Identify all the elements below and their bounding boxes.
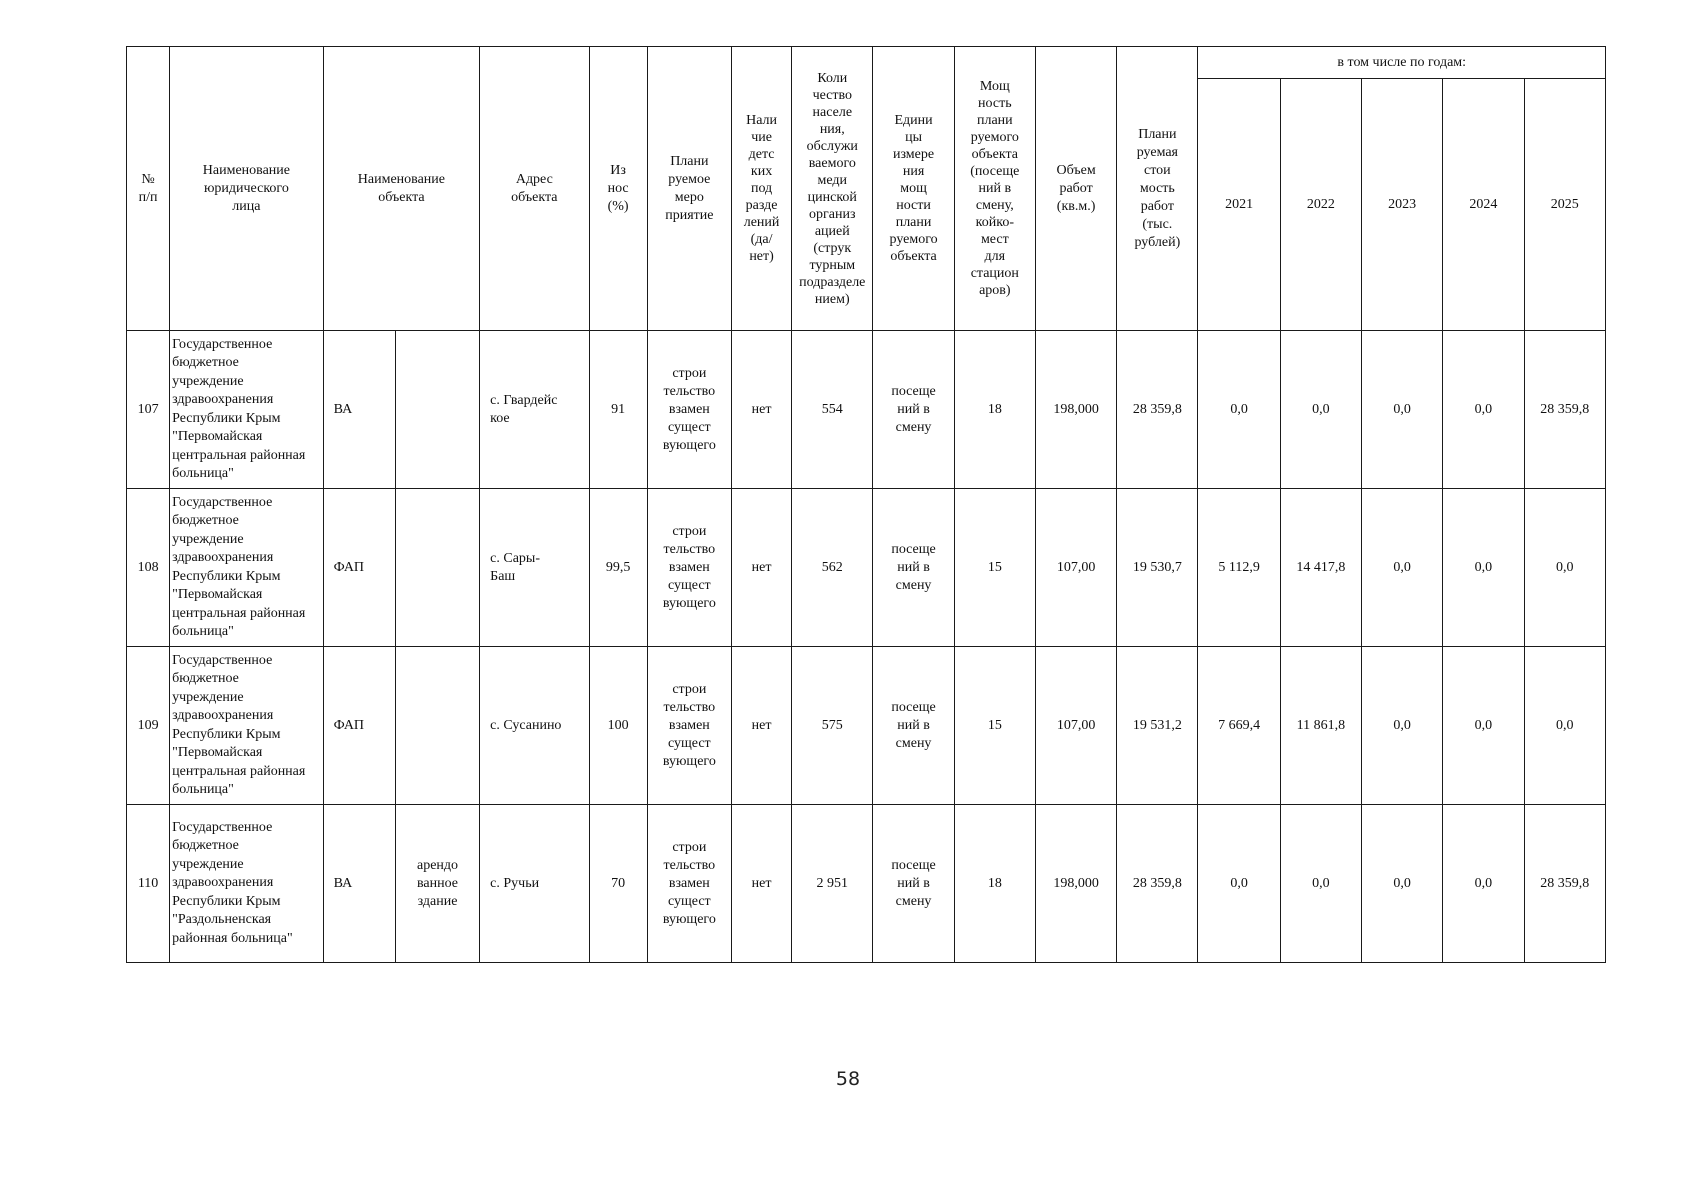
- header-units: Едини цы измере ния мощ ности плани руемого объекта: [873, 47, 954, 331]
- cell-volume: 107,00: [1035, 647, 1116, 805]
- cell-action: строи тельство взамен сущест вующего: [647, 805, 731, 963]
- cell-address: с. Ручьи: [480, 805, 589, 963]
- table-row: [127, 489, 1606, 647]
- cell-children: нет: [731, 647, 791, 805]
- cell-wear: 70: [589, 805, 647, 963]
- header-object-name: Наименование объекта: [323, 47, 480, 331]
- cell-wear: 91: [589, 331, 647, 489]
- cell-population: 575: [792, 647, 873, 805]
- cell-action: строи тельство взамен сущест вующего: [647, 489, 731, 647]
- header-by-years: в том числе по годам:: [1198, 47, 1606, 79]
- header-legal-name: Наименование юридического лица: [170, 47, 324, 331]
- cell-year-2022: 14 417,8: [1280, 489, 1361, 647]
- cell-year-2023: 0,0: [1362, 647, 1443, 805]
- cell-address: с. Сусанино: [480, 647, 589, 805]
- header-year-2021: 2021: [1198, 79, 1280, 331]
- cell-num: 110: [127, 805, 170, 963]
- cell-legal-name: Государственное бюджетное учреждение здравоохранения Республики Крым "Первомайская центральная районная больница": [170, 647, 324, 805]
- table-row: [127, 331, 1606, 489]
- table-row: [127, 805, 1606, 963]
- cell-population: 554: [792, 331, 873, 489]
- cell-action: строи тельство взамен сущест вующего: [647, 331, 731, 489]
- cell-year-2021: 0,0: [1198, 331, 1280, 489]
- cell-year-2025: 0,0: [1524, 489, 1605, 647]
- cell-legal-name: Государственное бюджетное учреждение здравоохранения Республики Крым "Первомайская центральная районная больница": [170, 331, 324, 489]
- cell-num: 107: [127, 331, 170, 489]
- cell-year-2022: 11 861,8: [1280, 647, 1361, 805]
- table-row: [127, 647, 1606, 805]
- cell-action: строи тельство взамен сущест вующего: [647, 647, 731, 805]
- page-number: 58: [835, 1068, 861, 1090]
- cell-object-note: [395, 489, 479, 647]
- cell-capacity: 18: [954, 805, 1035, 963]
- cell-year-2023: 0,0: [1362, 331, 1443, 489]
- cell-year-2024: 0,0: [1443, 647, 1524, 805]
- header-capacity: Мощ ность плани руемого объекта (посеще ний в смену, койко- мест для стацион аров): [954, 47, 1035, 331]
- cell-year-2023: 0,0: [1362, 805, 1443, 963]
- cell-cost: 28 359,8: [1117, 331, 1198, 489]
- cell-year-2021: 0,0: [1198, 805, 1280, 963]
- cell-wear: 99,5: [589, 489, 647, 647]
- cell-object-type: ФАП: [323, 489, 395, 647]
- header-planned-action: Плани руемое меро приятие: [647, 47, 731, 331]
- cell-units: посеще ний в смену: [873, 805, 954, 963]
- cell-cost: 28 359,8: [1117, 805, 1198, 963]
- header-num: № п/п: [127, 47, 170, 331]
- cell-population: 2 951: [792, 805, 873, 963]
- cell-legal-name: Государственное бюджетное учреждение здравоохранения Республики Крым "Первомайская центральная районная больница": [170, 489, 324, 647]
- header-cost: Плани руемая стои мость работ (тыс. рублей): [1117, 47, 1198, 331]
- header-children-dept: Нали чие детс ких под разде лений (да/ нет): [731, 47, 791, 331]
- header-wear: Из нос (%): [589, 47, 647, 331]
- cell-object-note: [395, 331, 479, 489]
- cell-capacity: 18: [954, 331, 1035, 489]
- cell-year-2021: 5 112,9: [1198, 489, 1280, 647]
- cell-object-note: [395, 647, 479, 805]
- cell-volume: 107,00: [1035, 489, 1116, 647]
- cell-volume: 198,000: [1035, 331, 1116, 489]
- header-volume: Объем работ (кв.м.): [1035, 47, 1116, 331]
- cell-year-2022: 0,0: [1280, 331, 1361, 489]
- investment-program-table: [126, 46, 1606, 963]
- cell-year-2025: 28 359,8: [1524, 331, 1605, 489]
- cell-address: с. Сары- Баш: [480, 489, 589, 647]
- cell-capacity: 15: [954, 647, 1035, 805]
- header-year-2023: 2023: [1362, 79, 1443, 331]
- cell-object-type: ВА: [323, 805, 395, 963]
- cell-num: 108: [127, 489, 170, 647]
- header-year-2022: 2022: [1280, 79, 1361, 331]
- header-address: Адрес объекта: [480, 47, 589, 331]
- cell-units: посеще ний в смену: [873, 489, 954, 647]
- cell-population: 562: [792, 489, 873, 647]
- cell-year-2025: 0,0: [1524, 647, 1605, 805]
- cell-children: нет: [731, 489, 791, 647]
- cell-num: 109: [127, 647, 170, 805]
- cell-capacity: 15: [954, 489, 1035, 647]
- cell-object-type: ФАП: [323, 647, 395, 805]
- header-population: Коли чество населе ния, обслужи ваемого меди цинской организ ацией (струк турным подразделе нием): [792, 47, 873, 331]
- cell-address: с. Гвардейс кое: [480, 331, 589, 489]
- cell-object-type: ВА: [323, 331, 395, 489]
- cell-year-2021: 7 669,4: [1198, 647, 1280, 805]
- cell-year-2024: 0,0: [1443, 331, 1524, 489]
- header-year-2025: 2025: [1524, 79, 1605, 331]
- cell-cost: 19 531,2: [1117, 647, 1198, 805]
- cell-units: посеще ний в смену: [873, 647, 954, 805]
- cell-volume: 198,000: [1035, 805, 1116, 963]
- cell-year-2024: 0,0: [1443, 489, 1524, 647]
- cell-year-2025: 28 359,8: [1524, 805, 1605, 963]
- cell-cost: 19 530,7: [1117, 489, 1198, 647]
- cell-wear: 100: [589, 647, 647, 805]
- cell-units: посеще ний в смену: [873, 331, 954, 489]
- cell-children: нет: [731, 331, 791, 489]
- cell-children: нет: [731, 805, 791, 963]
- cell-object-note: арендо ванное здание: [395, 805, 479, 963]
- cell-year-2023: 0,0: [1362, 489, 1443, 647]
- cell-year-2022: 0,0: [1280, 805, 1361, 963]
- cell-legal-name: Государственное бюджетное учреждение здравоохранения Республики Крым "Раздольненская районная больница": [170, 805, 324, 963]
- header-year-2024: 2024: [1443, 79, 1524, 331]
- cell-year-2024: 0,0: [1443, 805, 1524, 963]
